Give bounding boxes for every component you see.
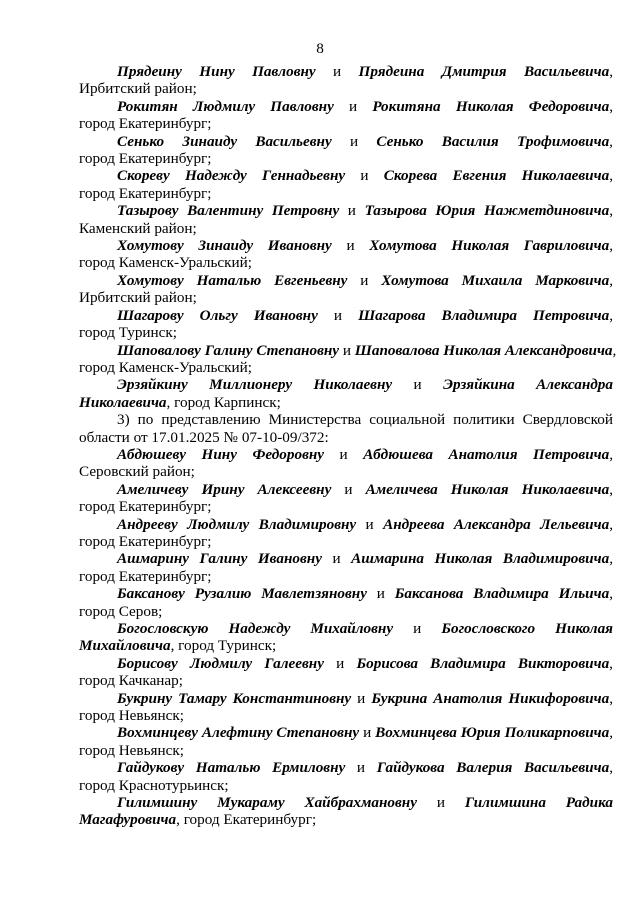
conjunction: и [392, 376, 444, 394]
spouse-1-name: Абдюшеву Нину Федоровну [117, 445, 325, 463]
recipient-entry [79, 481, 613, 516]
entry-line-1 [79, 585, 613, 602]
comma: , [609, 515, 613, 533]
conjunction: и [366, 585, 395, 603]
entry-line-1 [79, 794, 613, 811]
entry-line-1 [79, 307, 613, 324]
spouse-2-name: Борисова Владимира Викторовича [356, 654, 610, 672]
entry-line-1 [79, 237, 613, 254]
recipient-entry [79, 307, 613, 342]
spouse-2-name-cont: Магафуровича [79, 811, 177, 829]
spouse-1-name: Гилимшину Мукараму Хайбрахмановну [117, 794, 417, 812]
spouse-1-name: Тазырову Валентину Петровну [117, 202, 340, 220]
spouse-2-name: Шаповалова Николая Александровича [354, 341, 613, 359]
spouse-1-name: Богословскую Надежду Михайловну [117, 620, 394, 637]
comma: , [609, 63, 613, 80]
section-3-intro [79, 411, 613, 446]
locality: город Качканар; [79, 672, 183, 690]
conjunction: и [416, 794, 465, 812]
spouse-1-name: Прядеину Нину Павловну [117, 63, 316, 80]
comma: , [609, 167, 613, 185]
spouse-2-name: Баксанова Владимира Ильича [394, 585, 610, 603]
spouse-1-name: Гайдукову Наталью Ермиловну [117, 759, 346, 777]
comma: , [609, 97, 613, 115]
conjunction: и [356, 515, 384, 533]
spouse-2-name: Эрзяйкина Александра [443, 376, 613, 394]
entry-line-1 [79, 341, 617, 359]
spouse-2-name: Вохминцева Юрия Поликарповича [375, 724, 610, 742]
entry-line-1 [79, 655, 613, 672]
locality: , город Екатеринбург; [176, 811, 317, 829]
comma: , [609, 202, 613, 220]
comma: , [612, 341, 617, 359]
spouse-1-name: Сенько Зинаиду Васильевну [117, 132, 332, 150]
spouse-2-name: Шагарова Владимира Петровича [358, 306, 610, 324]
conjunction: и [345, 167, 384, 185]
spouse-2-name: Рокитяна Николая Федоровича [372, 97, 610, 115]
spouse-2-name: Гилимшина Радика [464, 794, 613, 812]
recipient-entry [79, 585, 613, 620]
locality: город Невьянск; [79, 707, 184, 725]
spouse-1-name: Хомутову Зинаиду Ивановну [117, 237, 332, 255]
entry-line-1 [79, 133, 613, 150]
locality: , город Туринск; [170, 637, 277, 655]
conjunction: и [321, 550, 352, 568]
award-list [79, 63, 617, 829]
recipient-entry [79, 516, 613, 551]
entry-line-2 [79, 394, 613, 411]
spouse-2-name: Амеличева Николая Николаевича [365, 480, 610, 498]
comma: , [609, 306, 613, 324]
locality: город Екатеринбург; [79, 532, 212, 550]
locality: город Екатеринбург; [79, 498, 212, 516]
conjunction: и [347, 271, 382, 289]
conjunction: и [359, 724, 376, 742]
spouse-1-name: Борисову Людмилу Галеевну [117, 654, 324, 672]
spouse-2-name: Тазырова Юрия Нажметдиновича [364, 202, 610, 220]
conjunction: и [339, 202, 365, 220]
section-3-line-1: 3) по представлению Министерства социальной политики Свердловской [117, 411, 613, 429]
locality: город Екатеринбург; [79, 184, 212, 202]
spouse-2-name: Сенько Василия Трофимовича [376, 132, 610, 150]
spouse-2-name: Хомутова Михаила Марковича [381, 271, 610, 289]
comma: , [609, 585, 613, 603]
spouse-1-name: Шагарову Ольгу Ивановну [117, 306, 318, 324]
conjunction: и [324, 445, 364, 463]
comma: , [609, 132, 613, 150]
entry-line-1 [79, 376, 613, 393]
conjunction: и [331, 132, 377, 150]
recipient-entry [79, 550, 613, 585]
comma: , [609, 550, 613, 568]
conjunction: и [393, 620, 442, 637]
comma: , [609, 724, 614, 742]
entry-line-2 [79, 811, 613, 828]
locality: город Екатеринбург; [79, 115, 212, 133]
conjunction: и [315, 63, 359, 80]
recipient-entry [79, 202, 613, 237]
recipient-entry [79, 759, 613, 794]
spouse-2-name: Ашмарина Николая Владимировича [351, 550, 610, 568]
comma: , [609, 480, 614, 498]
comma: , [609, 237, 613, 255]
spouse-2-name: Андреева Александра Лельевича [383, 515, 610, 533]
entry-line-1 [79, 690, 613, 707]
entry-line-1 [79, 550, 613, 567]
entry-line-1 [79, 724, 613, 741]
recipient-list-a [79, 63, 617, 376]
recipient-entry [79, 133, 613, 168]
entry-line-1 [79, 620, 613, 637]
conjunction: и [339, 341, 355, 359]
spouse-1-name: Хомутову Наталью Евгеньевну [117, 271, 348, 289]
spouse-2-name-cont: Михайловича [79, 637, 171, 655]
recipient-entry [79, 446, 613, 481]
entry-line-1 [79, 98, 613, 115]
locality: город Туринск; [79, 324, 178, 342]
locality: город Каменск-Уральский; [79, 254, 253, 272]
conjunction: и [323, 654, 357, 672]
entry-line-1 [79, 63, 613, 80]
locality: Каменский район; [79, 219, 197, 237]
conjunction: и [351, 689, 372, 707]
conjunction: и [331, 480, 366, 498]
entry-line-2 [79, 637, 613, 654]
spouse-2-name: Богословского Николая [441, 620, 613, 637]
entry-line-1 [79, 759, 613, 776]
spouse-2-name: Скорева Евгения Николаевича [383, 167, 610, 185]
locality: , город Карпинск; [166, 393, 281, 411]
recipient-entry [79, 272, 613, 307]
spouse-2-name: Хомутова Николая Гавриловича [369, 237, 610, 255]
comma: , [609, 759, 613, 777]
comma: , [609, 271, 613, 289]
locality: Ирбитский район; [79, 80, 197, 98]
conjunction: и [333, 97, 373, 115]
recipient-entry-gilimshin [79, 794, 613, 829]
entry-line-1 [79, 202, 613, 219]
spouse-1-name: Вохминцеву Алефтину Степановну [117, 724, 360, 742]
locality: город Екатеринбург; [79, 567, 212, 585]
spouse-2-name-cont: Николаевича [79, 393, 167, 411]
recipient-list-c [79, 655, 613, 794]
entry-line-1 [79, 516, 613, 533]
locality: город Серов; [79, 602, 163, 620]
spouse-1-name: Эрзяйкину Миллионеру Николаевну [117, 376, 393, 394]
recipient-entry [79, 63, 613, 98]
spouse-1-name: Скореву Надежду Геннадьевну [117, 167, 346, 185]
recipient-entry [79, 341, 617, 377]
comma: , [609, 654, 613, 672]
entry-line-1 [79, 481, 613, 498]
locality: Ирбитский район; [79, 289, 197, 307]
spouse-1-name: Ашмарину Галину Ивановну [117, 550, 322, 568]
locality: город Краснотурьинск; [79, 776, 229, 794]
recipient-entry [79, 237, 613, 272]
spouse-2-name: Гайдукова Валерия Васильевича [376, 759, 610, 777]
conjunction: и [331, 237, 370, 255]
recipient-entry-erzyaykin [79, 376, 613, 411]
recipient-list-b [79, 446, 613, 620]
recipient-entry [79, 724, 613, 759]
recipient-entry-bogoslovsky [79, 620, 613, 655]
recipient-entry [79, 690, 613, 725]
spouse-1-name: Букрину Тамару Константиновну [117, 689, 352, 707]
spouse-2-name: Абдюшева Анатолия Петровича [363, 445, 610, 463]
entry-line-1 [79, 446, 613, 463]
locality: город Каменск-Уральский; [79, 358, 253, 376]
locality: Серовский район; [79, 463, 195, 481]
recipient-entry [79, 98, 613, 133]
entry-line-1 [79, 167, 613, 184]
spouse-1-name: Андрееву Людмилу Владимировну [117, 515, 357, 533]
spouse-1-name: Баксанову Рузалию Мавлетзяновну [117, 585, 367, 603]
locality: город Невьянск; [79, 741, 184, 759]
locality: город Екатеринбург; [79, 150, 212, 168]
conjunction: и [345, 759, 377, 777]
section-3-line-2: области от 17.01.2025 № 07-10-09/372: [79, 428, 329, 446]
recipient-entry [79, 655, 613, 690]
page-number: 8 [316, 40, 324, 57]
spouse-2-name: Прядеина Дмитрия Васильевича [358, 63, 610, 80]
comma: , [609, 445, 613, 463]
spouse-2-name: Букрина Анатолия Никифоровича [371, 689, 610, 707]
entry-line-1 [79, 272, 613, 289]
comma: , [609, 689, 613, 707]
spouse-1-name: Амеличеву Ирину Алексеевну [117, 480, 332, 498]
recipient-entry [79, 167, 613, 202]
spouse-1-name: Рокитян Людмилу Павловну [117, 97, 334, 115]
spouse-1-name: Шаповалову Галину Степановну [117, 341, 340, 359]
conjunction: и [317, 306, 359, 324]
